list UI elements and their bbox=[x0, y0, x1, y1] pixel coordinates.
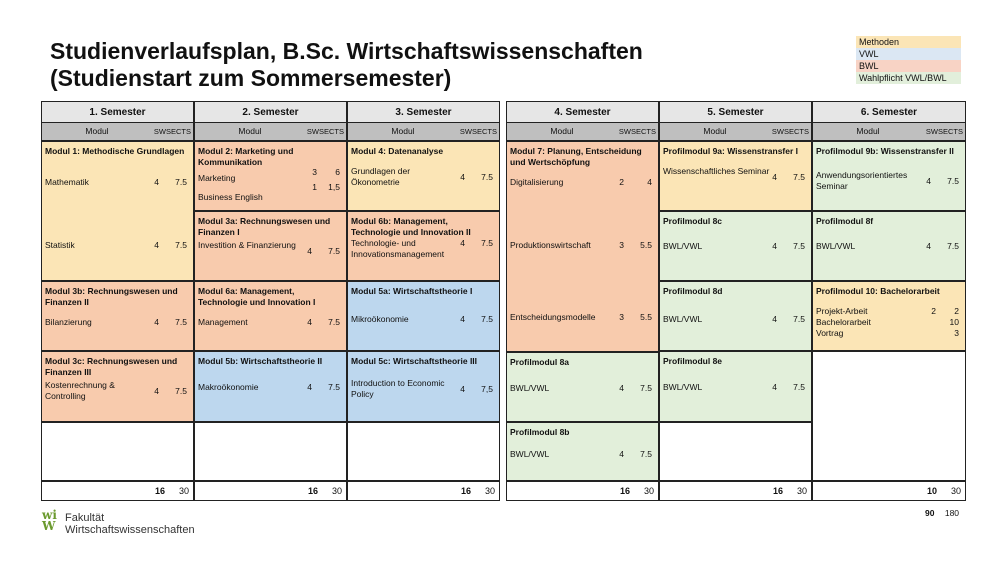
module-cell bbox=[659, 211, 812, 281]
course-ects: 7.5 bbox=[793, 314, 805, 324]
course-sws: 4 bbox=[772, 241, 777, 251]
course-name: BWL/VWL bbox=[663, 314, 703, 324]
semester-total bbox=[41, 481, 194, 501]
course-name: Business English bbox=[198, 192, 263, 202]
course-ects: 5.5 bbox=[640, 312, 652, 322]
subheader-modul: Modul bbox=[391, 126, 415, 136]
course-ects: 7.5 bbox=[640, 449, 652, 459]
column-subheader bbox=[659, 123, 812, 141]
total-ects: 30 bbox=[178, 486, 189, 496]
course-ects: 7.5 bbox=[793, 241, 805, 251]
module-cell bbox=[812, 211, 966, 281]
course-sws: 4 bbox=[307, 317, 312, 327]
module-cell bbox=[41, 351, 194, 422]
course-name: Grundlagen der Ökonometrie bbox=[351, 166, 411, 187]
semester-header: 1. Semester bbox=[41, 101, 194, 123]
course-name: Kostenrechnung & Controlling bbox=[45, 380, 115, 401]
total-ects: 30 bbox=[484, 486, 495, 496]
course-sws: 4 bbox=[460, 384, 465, 394]
title-line-1: Studienverlaufsplan, B.Sc. Wirtschaftswissenschaften bbox=[50, 38, 643, 64]
course-sws: 1 bbox=[312, 182, 317, 192]
subheader-sws: SWS bbox=[618, 127, 636, 136]
course-sws: 3 bbox=[312, 167, 317, 177]
module-cell bbox=[41, 281, 194, 351]
module-cell bbox=[506, 352, 659, 422]
module-cell bbox=[659, 141, 812, 211]
course-ects: 7.5 bbox=[947, 241, 959, 251]
subheader-ects: ECTS bbox=[635, 127, 656, 136]
course-ects: 7.5 bbox=[175, 177, 187, 187]
course-ects: 7.5 bbox=[640, 383, 652, 393]
course-name: BWL/VWL bbox=[663, 382, 703, 392]
course-name: Digitalisierung bbox=[510, 177, 564, 187]
module-title: Modul 5b: Wirtschaftstheorie II bbox=[198, 356, 323, 366]
module-title: Modul 3b: Rechnungswesen und Finanzen II bbox=[45, 286, 178, 307]
course-ects: 4 bbox=[647, 177, 652, 187]
course-sws: 4 bbox=[154, 386, 159, 396]
course-ects: 7.5 bbox=[481, 314, 493, 324]
course-ects: 7,5 bbox=[481, 384, 493, 394]
module-cell bbox=[194, 351, 347, 422]
semester-header: 4. Semester bbox=[506, 101, 659, 123]
course-sws: 4 bbox=[926, 176, 931, 186]
course-ects: 7.5 bbox=[175, 317, 187, 327]
course-ects: 7.5 bbox=[481, 238, 493, 248]
faculty-line-2: Wirtschaftswissenschaften bbox=[65, 524, 195, 536]
column-subheader bbox=[347, 123, 500, 141]
course-name: Vortrag bbox=[816, 328, 844, 338]
semester-header: 5. Semester bbox=[659, 101, 812, 123]
course-ects: 7.5 bbox=[947, 176, 959, 186]
empty-cell bbox=[41, 422, 194, 481]
course-ects: 6 bbox=[335, 167, 340, 177]
course-name: Makroökonomie bbox=[198, 382, 259, 392]
course-name: Statistik bbox=[45, 240, 75, 250]
course-name: Mathematik bbox=[45, 177, 89, 187]
course-name: BWL/VWL bbox=[510, 449, 550, 459]
total-ects: 30 bbox=[643, 486, 654, 496]
semester-header: 3. Semester bbox=[347, 101, 500, 123]
course-sws: 4 bbox=[154, 177, 159, 187]
course-name: Anwendungsorientiertes Seminar bbox=[816, 170, 908, 191]
course-sws: 4 bbox=[307, 382, 312, 392]
semester-column-5 bbox=[659, 101, 812, 501]
course-sws: 4 bbox=[460, 238, 465, 248]
course-sws: 3 bbox=[619, 312, 624, 322]
semester-total bbox=[812, 481, 966, 501]
course-name: BWL/VWL bbox=[816, 241, 856, 251]
module-title: Modul 5c: Wirtschaftstheorie III bbox=[351, 356, 478, 366]
empty-cell bbox=[347, 422, 500, 481]
module-cell bbox=[41, 141, 194, 281]
course-ects: 3 bbox=[954, 328, 959, 338]
course-sws: 4 bbox=[619, 383, 624, 393]
legend bbox=[856, 36, 961, 84]
course-sws: 2 bbox=[931, 306, 936, 316]
module-title: Profilmodul 8a bbox=[510, 357, 570, 367]
subheader-sws: SWS bbox=[925, 127, 943, 136]
legend-wahlpflicht: Wahlpflicht VWL/BWL bbox=[856, 72, 961, 84]
module-title: Modul 1: Methodische Grundlagen bbox=[45, 146, 185, 156]
course-name: BWL/VWL bbox=[663, 241, 703, 251]
empty-cell bbox=[194, 422, 347, 481]
course-name: Technologie- und Innovationsmanagement bbox=[351, 238, 445, 259]
column-subheader bbox=[812, 123, 966, 141]
module-title: Profilmodul 8d bbox=[663, 286, 723, 296]
title-line-2: (Studienstart zum Sommersemester) bbox=[50, 65, 452, 91]
module-cell bbox=[659, 351, 812, 422]
total-sws: 16 bbox=[460, 486, 471, 496]
grand-total-sws: 90 bbox=[925, 508, 935, 518]
course-sws: 4 bbox=[154, 240, 159, 250]
course-ects: 7.5 bbox=[175, 240, 187, 250]
course-ects: 7.5 bbox=[328, 382, 340, 392]
semester-total bbox=[659, 481, 812, 501]
course-name: Mikroökonomie bbox=[351, 314, 409, 324]
module-title: Modul 2: Marketing und Kommunikation bbox=[198, 146, 294, 167]
total-sws: 16 bbox=[307, 486, 318, 496]
subheader-modul: Modul bbox=[550, 126, 574, 136]
subheader-sws: SWS bbox=[459, 127, 477, 136]
course-ects: 7.5 bbox=[175, 386, 187, 396]
grand-total bbox=[925, 508, 959, 518]
legend-bwl: BWL bbox=[856, 60, 961, 72]
column-subheader bbox=[194, 123, 347, 141]
subheader-ects: ECTS bbox=[942, 127, 963, 136]
total-ects: 30 bbox=[796, 486, 807, 496]
empty-cell bbox=[659, 422, 812, 481]
module-title: Modul 4: Datenanalyse bbox=[351, 146, 444, 156]
semester-total bbox=[506, 481, 659, 501]
module-cell bbox=[347, 351, 500, 422]
module-cell bbox=[659, 281, 812, 351]
module-title: Profilmodul 8c bbox=[663, 216, 723, 226]
semester-column-2 bbox=[194, 101, 347, 501]
faculty-logo-mark bbox=[42, 510, 64, 534]
course-name: Marketing bbox=[198, 173, 236, 183]
course-sws: 4 bbox=[926, 241, 931, 251]
course-name: BWL/VWL bbox=[510, 383, 550, 393]
module-title: Modul 3c: Rechnungswesen und Finanzen III bbox=[45, 356, 178, 377]
course-ects: 10 bbox=[949, 317, 959, 327]
subheader-ects: ECTS bbox=[476, 127, 497, 136]
course-ects: 2 bbox=[954, 306, 959, 316]
course-sws: 4 bbox=[619, 449, 624, 459]
course-ects: 1,5 bbox=[328, 182, 340, 192]
module-cell bbox=[812, 141, 966, 211]
module-cell bbox=[347, 281, 500, 351]
course-sws: 4 bbox=[307, 246, 312, 256]
semester-column-3 bbox=[347, 101, 500, 501]
course-ects: 5.5 bbox=[640, 240, 652, 250]
course-name: Introduction to Economic Policy bbox=[351, 378, 445, 399]
total-ects: 30 bbox=[331, 486, 342, 496]
logo-mark-bottom: W bbox=[42, 519, 56, 533]
faculty-line-1: Fakultät bbox=[65, 512, 105, 524]
module-cell bbox=[347, 141, 500, 211]
subheader-sws: SWS bbox=[771, 127, 789, 136]
column-subheader bbox=[506, 123, 659, 141]
column-subheader bbox=[41, 123, 194, 141]
course-name: Management bbox=[198, 317, 248, 327]
module-title: Profilmodul 9b: Wissenstransfer II bbox=[816, 146, 954, 156]
subheader-sws: SWS bbox=[306, 127, 324, 136]
module-cell bbox=[506, 141, 659, 352]
empty-cell bbox=[812, 351, 966, 481]
subheader-ects: ECTS bbox=[323, 127, 344, 136]
module-title: Modul 3a: Rechnungswesen und Finanzen I bbox=[198, 216, 331, 237]
module-title: Profilmodul 8f bbox=[816, 216, 874, 226]
subheader-ects: ECTS bbox=[170, 127, 191, 136]
course-sws: 4 bbox=[772, 172, 777, 182]
course-sws: 2 bbox=[619, 177, 624, 187]
semester-total bbox=[194, 481, 347, 501]
course-name: Wissenschaftliches Seminar bbox=[663, 166, 770, 176]
total-sws: 16 bbox=[619, 486, 630, 496]
legend-vwl: VWL bbox=[856, 48, 961, 60]
total-ects: 30 bbox=[950, 486, 961, 496]
subheader-modul: Modul bbox=[703, 126, 727, 136]
total-sws: 10 bbox=[926, 486, 937, 496]
course-sws: 4 bbox=[460, 314, 465, 324]
module-title: Profilmodul 9a: Wissenstransfer I bbox=[663, 146, 799, 156]
course-name: Bilanzierung bbox=[45, 317, 92, 327]
module-title: Modul 6b: Management, Technologie und Innovation II bbox=[351, 216, 471, 237]
study-plan-table bbox=[41, 101, 966, 501]
course-name: Investition & Finanzierung bbox=[198, 240, 296, 250]
subheader-ects: ECTS bbox=[788, 127, 809, 136]
semester-total bbox=[347, 481, 500, 501]
grand-total-ects: 180 bbox=[944, 508, 960, 518]
module-cell bbox=[347, 211, 500, 281]
semester-header: 6. Semester bbox=[812, 101, 966, 123]
course-ects: 7.5 bbox=[481, 172, 493, 182]
total-sws: 16 bbox=[772, 486, 783, 496]
module-title: Modul 5a: Wirtschaftstheorie I bbox=[351, 286, 473, 296]
course-sws: 4 bbox=[772, 314, 777, 324]
subheader-modul: Modul bbox=[856, 126, 880, 136]
module-title: Profilmodul 8b bbox=[510, 427, 570, 437]
module-cell bbox=[194, 281, 347, 351]
page-title bbox=[50, 38, 643, 92]
legend-methoden: Methoden bbox=[856, 36, 961, 48]
module-cell bbox=[812, 281, 966, 351]
semester-header: 2. Semester bbox=[194, 101, 347, 123]
module-title: Profilmodul 8e bbox=[663, 356, 723, 366]
module-title: Modul 6a: Management, Technologie und Innovation I bbox=[198, 286, 316, 307]
course-name: Entscheidungsmodelle bbox=[510, 312, 596, 322]
course-ects: 7.5 bbox=[793, 382, 805, 392]
subheader-modul: Modul bbox=[85, 126, 109, 136]
semester-column-6 bbox=[812, 101, 966, 501]
subheader-modul: Modul bbox=[238, 126, 262, 136]
course-ects: 7.5 bbox=[793, 172, 805, 182]
course-sws: 4 bbox=[154, 317, 159, 327]
course-sws: 3 bbox=[619, 240, 624, 250]
module-cell bbox=[194, 211, 347, 281]
course-name: Bachelorarbeit bbox=[816, 317, 871, 327]
logo-mark-top: wi bbox=[42, 508, 57, 522]
course-name: Produktionswirtschaft bbox=[510, 240, 591, 250]
total-sws: 16 bbox=[154, 486, 165, 496]
course-sws: 4 bbox=[460, 172, 465, 182]
module-title: Modul 7: Planung, Entscheidung und Wertschöpfung bbox=[510, 146, 642, 167]
course-ects: 7.5 bbox=[328, 317, 340, 327]
module-cell bbox=[194, 141, 347, 211]
module-cell bbox=[506, 422, 659, 481]
course-sws: 4 bbox=[772, 382, 777, 392]
faculty-name bbox=[65, 512, 195, 536]
course-name: Projekt-Arbeit bbox=[816, 306, 868, 316]
module-title: Profilmodul 10: Bachelorarbeit bbox=[816, 286, 940, 296]
semester-column-4 bbox=[506, 101, 659, 501]
course-ects: 7.5 bbox=[328, 246, 340, 256]
semester-column-1 bbox=[41, 101, 194, 501]
subheader-sws: SWS bbox=[153, 127, 171, 136]
